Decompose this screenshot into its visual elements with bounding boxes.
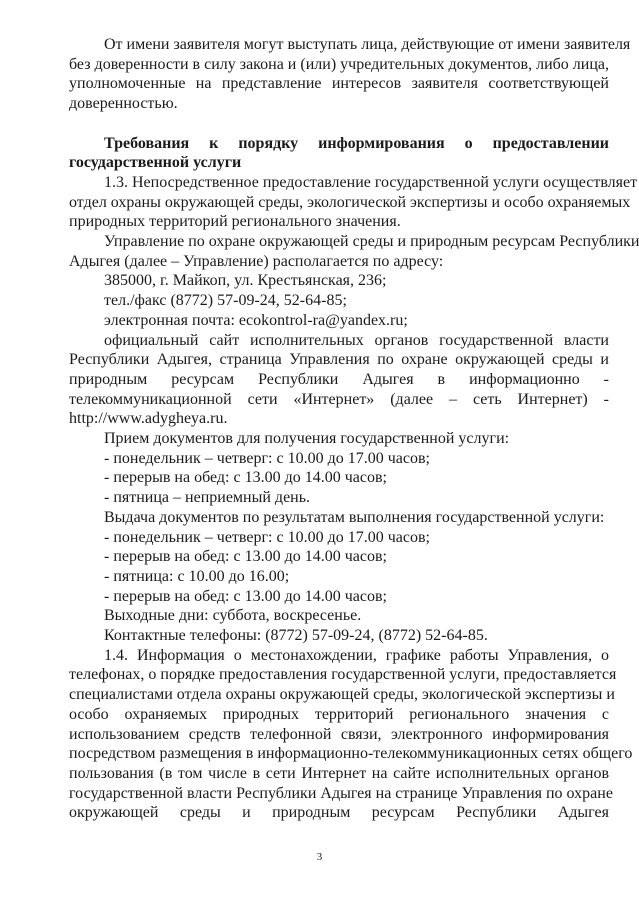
text-line: Контактные телефоны: (8772) 57-09-24, (8772) 52-64-85. (104, 627, 488, 645)
paragraph (69, 547, 609, 567)
paragraph (69, 508, 609, 528)
text-line: Управление по охране окружающей среды и природным ресурсам Республики (104, 233, 639, 251)
text-line: государственной услуги (69, 154, 242, 172)
text-line: пользования (в том числе в сети Интернет на сайте исполнительных органов (69, 765, 609, 782)
blank-line (69, 114, 609, 134)
paragraph (69, 173, 638, 232)
text-line: специалистами отдела охраны окружающей среды, экологической экспертизы и (69, 686, 615, 704)
text-line: особо охраняемых природных территорий регионального значения с (69, 705, 609, 723)
text-line: 1.3. Непосредственное предоставление государственной услуги осуществляет (104, 173, 638, 191)
text-line: Требования к порядку информирования о предоставлении (104, 134, 609, 152)
paragraph (69, 587, 609, 607)
paragraph (69, 291, 609, 311)
text-line: доверенностью. (69, 95, 178, 113)
text-line: - перерыв на обед: с 13.00 до 14.00 часов; (104, 469, 387, 487)
text-line: http://www.adygheya.ru. (69, 410, 228, 428)
text-line: Выходные дни: суббота, воскресенье. (104, 607, 362, 625)
text-line: 1.4. Информация о местонахождении, графике работы Управления, о (104, 646, 609, 664)
text-line: телефонах, о порядке предоставления государственной услуги, предоставляется (69, 666, 617, 684)
paragraph (69, 449, 609, 469)
text-line: телекоммуникационной сети «Интернет» (далее – сеть Интернет) - (69, 390, 609, 408)
text-line: Выдача документов по результатам выполнения государственной услуги: (104, 508, 605, 526)
text-line: От имени заявителя могут выступать лица, действующие от имени заявителя (104, 36, 631, 53)
paragraph (69, 232, 639, 271)
text-line: отдел охраны окружающей среды, экологической экспертизы и особо охраняемых (69, 193, 631, 211)
text-line: государственной власти Республики Адыгея на странице Управления по охране (69, 784, 613, 802)
text-line: природным ресурсам Республики Адыгея в информационно - (69, 370, 609, 388)
text-line: Республики Адыгея, страница Управления по охране окружающей среды и (69, 351, 609, 369)
section-heading (69, 134, 609, 173)
paragraph (69, 468, 609, 488)
text-line: использованием средств телефонной связи, электронного информирования (69, 725, 609, 743)
page-number: 3 (316, 851, 323, 863)
text-line: - понедельник – четверг: с 10.00 до 17.00 часов; (104, 449, 430, 467)
paragraph (69, 488, 609, 508)
paragraph (69, 528, 609, 548)
text-line: природных территорий регионального значения. (69, 213, 401, 231)
paragraph (69, 271, 609, 291)
paragraph (69, 35, 631, 114)
text-line: тел./факс (8772) 57-09-24, 52-64-85; (104, 292, 347, 310)
text-line: - перерыв на обед: с 13.00 до 14.00 часов; (104, 587, 387, 605)
text-line: официальный сайт исполнительных органов государственной власти (104, 331, 609, 349)
text-line: окружающей среды и природным ресурсам Республики Адыгея (69, 804, 609, 822)
text-line: 385000, г. Майкоп, ул. Крестьянская, 236; (104, 272, 387, 290)
paragraph (69, 606, 609, 626)
paragraph (69, 311, 609, 331)
text-line: - пятница – неприемный день. (104, 489, 311, 507)
paragraph (69, 429, 609, 449)
text-line: без доверенности в силу закона и (или) учредительных документов, либо лица, (69, 55, 609, 73)
document-body (69, 35, 639, 823)
text-line: Адыгея (далее – Управление) располагается по адресу: (69, 252, 444, 270)
text-line: Прием документов для получения государственной услуги: (104, 430, 510, 448)
paragraph (69, 567, 609, 587)
paragraph (69, 646, 633, 823)
text-line: - понедельник – четверг: с 10.00 до 17.00 часов; (104, 528, 430, 546)
paragraph (69, 331, 609, 430)
text-line: электронная почта: ecokontrol-ra@yandex.ru; (104, 311, 408, 329)
paragraph (69, 626, 609, 646)
text-line: уполномоченные на представление интересов заявителя соответствующей (69, 75, 609, 93)
text-line: посредством размещения в информационно-телекоммуникационных сетях общего (69, 745, 633, 763)
text-line: - перерыв на обед: с 13.00 до 14.00 часов; (104, 548, 387, 566)
text-line: - пятница: с 10.00 до 16.00; (104, 567, 290, 585)
